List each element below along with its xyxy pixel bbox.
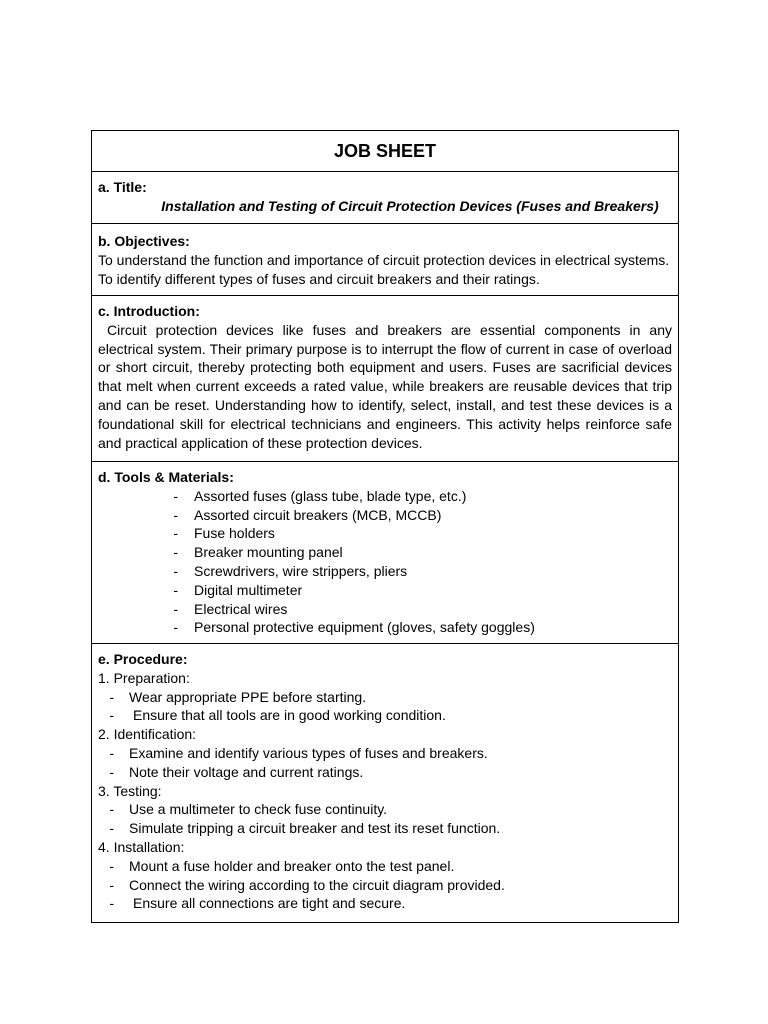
tool-item: Assorted fuses (glass tube, blade type, etc.) [194,487,467,504]
bullet-dash: - [109,744,114,761]
list-item [98,581,672,600]
procedure-sublist [98,800,672,838]
introduction-text: Circuit protection devices like fuses and breakers are essential components in any electrical system. Their primary purpose is to interrupt the flow of current in case of overload or short circuit, thereby protecting both equipment and users. Fuses are sacrificial devices that melt when current exceeds a rated value, while breakers are reusable devices that trip and can be reset. Understanding how to identify, select, install, and test these devices is a foundational skill for electrical technicians and engineers. This activity helps reinforce safe and practical application of these protection devices. [98,321,672,451]
tool-item: Screwdrivers, wire strippers, pliers [194,562,408,579]
tool-item: Breaker mounting panel [194,544,343,561]
tool-item: Fuse holders [194,525,275,542]
list-item [98,894,672,913]
list-item [98,819,672,838]
bullet-dash: - [173,487,178,504]
tool-item: Digital multimeter [194,581,303,598]
procedure-sublist [98,857,672,913]
procedure-item: Use a multimeter to check fuse continuity. [129,801,388,818]
procedure-sublist [98,744,672,782]
section-title-heading: a. Title: [98,179,147,195]
list-item [98,876,672,895]
list-item [98,800,672,819]
list-item [98,600,672,619]
bullet-dash: - [109,820,114,837]
bullet-dash: - [109,707,114,724]
tools-heading: d. Tools & Materials: [98,469,234,485]
list-item [98,744,672,763]
bullet-dash: - [109,688,114,705]
list-item [98,543,672,562]
bullet-dash: - [109,876,114,893]
procedure-item: Connect the wiring according to the circuit diagram provided. [129,876,505,893]
list-item [98,506,672,525]
activity-title: Installation and Testing of Circuit Protection Devices (Fuses and Breakers) [161,197,659,214]
section-objectives [92,224,678,296]
bullet-dash: - [173,525,178,542]
job-sheet-title: JOB SHEET [92,131,678,172]
tool-item: Assorted circuit breakers (MCB, MCCB) [194,506,442,523]
procedure-item: Examine and identify various types of fuses and breakers. [129,744,488,761]
list-item [98,524,672,543]
list-item [98,763,672,782]
section-introduction [92,296,678,462]
procedure-step-label: 4. Installation: [98,838,185,855]
procedure-item: Simulate tripping a circuit breaker and test its reset function. [129,820,501,837]
section-tools [92,462,678,644]
bullet-dash: - [173,619,178,636]
procedure-heading: e. Procedure: [98,651,188,667]
introduction-heading: c. Introduction: [98,303,200,319]
bullet-dash: - [173,600,178,617]
objective-line: To identify different types of fuses and circuit breakers and their ratings. [98,270,540,287]
bullet-dash: - [109,895,114,912]
bullet-dash: - [109,763,114,780]
bullet-dash: - [173,562,178,579]
procedure-item: Ensure that all tools are in good working condition. [133,707,446,724]
bullet-dash: - [109,857,114,874]
section-procedure [92,644,678,922]
list-item [98,688,672,707]
list-item [98,562,672,581]
list-item [98,857,672,876]
list-item [98,487,672,506]
objective-line: To understand the function and importance of circuit protection devices in electrical systems. [98,251,670,268]
list-item [98,618,672,637]
procedure-item: Mount a fuse holder and breaker onto the test panel. [129,857,455,874]
list-item [98,706,672,725]
procedure-step-label: 3. Testing: [98,782,162,799]
section-title [92,172,678,224]
bullet-dash: - [109,801,114,818]
bullet-dash: - [173,581,178,598]
tool-item: Electrical wires [194,600,288,617]
bullet-dash: - [173,506,178,523]
tool-item: Personal protective equipment (gloves, safety goggles) [194,619,535,636]
procedure-item: Ensure all connections are tight and secure. [133,895,406,912]
procedure-step-label: 2. Identification: [98,726,197,743]
procedure-sublist [98,688,672,726]
procedure-step-label: 1. Preparation: [98,669,190,686]
tools-list [98,487,672,637]
procedure-item: Note their voltage and current ratings. [129,763,364,780]
objectives-heading: b. Objectives: [98,233,190,249]
procedure-item: Wear appropriate PPE before starting. [129,688,367,705]
job-sheet-table [91,130,679,923]
bullet-dash: - [173,544,178,561]
